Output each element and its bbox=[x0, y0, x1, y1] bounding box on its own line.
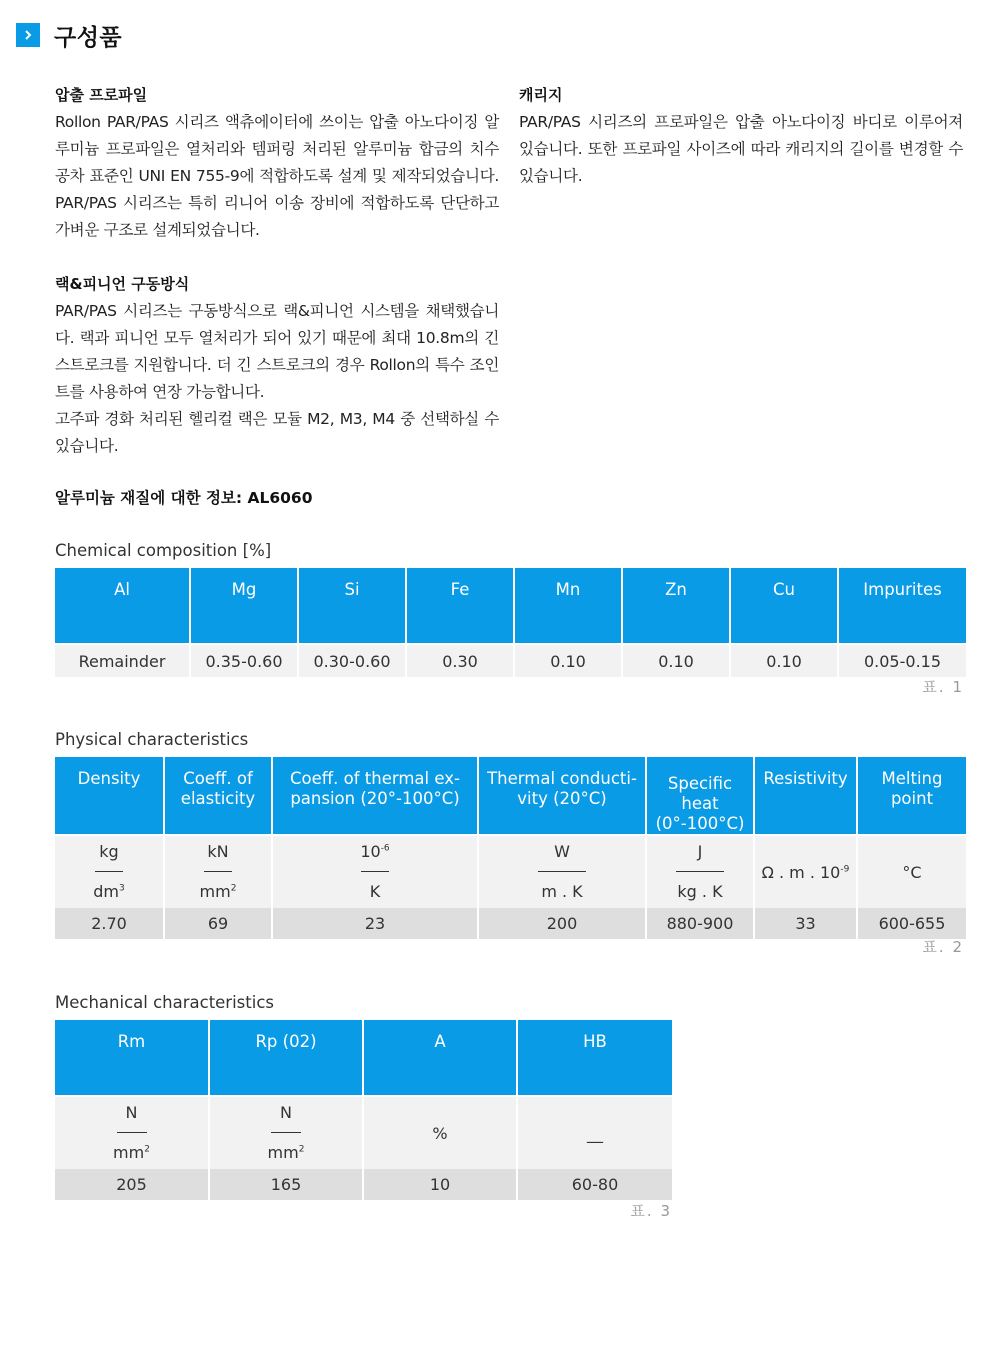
unit-cell: $\frac{kN}{mm^2}$ bbox=[165, 836, 271, 908]
chemical-composition-table bbox=[53, 568, 968, 677]
table-header: Coeff. of elasticity bbox=[165, 757, 271, 836]
mechanical-characteristics-table bbox=[53, 1020, 674, 1200]
unit-cell: $\frac{kg}{dm^3}$ bbox=[55, 836, 163, 908]
section-header bbox=[16, 18, 122, 52]
table-cell: 0.05-0.15 bbox=[839, 645, 966, 677]
table1-caption: Chemical composition [%] bbox=[55, 541, 272, 560]
table-cell: 0.10 bbox=[623, 645, 729, 677]
table-header: Cu bbox=[731, 568, 837, 645]
table-cell: 165 bbox=[210, 1169, 362, 1200]
physical-characteristics-table bbox=[53, 757, 968, 939]
table-row-values bbox=[55, 908, 966, 939]
table2-caption: Physical characteristics bbox=[55, 730, 249, 749]
table-header: Specific heat (0°-100°C) bbox=[647, 757, 753, 836]
unit-cell: $\frac{N}{mm^2}$ bbox=[210, 1097, 362, 1169]
table-header: Fe bbox=[407, 568, 513, 645]
table-cell: Remainder bbox=[55, 645, 189, 677]
table-header: Coeff. of thermal ex- pansion (20°-100°C) bbox=[273, 757, 477, 836]
table-header: Impurites bbox=[839, 568, 966, 645]
unit-cell: $\frac{N}{mm^2}$ bbox=[55, 1097, 208, 1169]
table-cell: 33 bbox=[755, 908, 856, 939]
table-row bbox=[55, 645, 966, 677]
unit-cell: $\frac{J}{kg . K}$ bbox=[647, 836, 753, 908]
table-row-units bbox=[55, 1097, 672, 1169]
table-cell: 23 bbox=[273, 908, 477, 939]
chevron-right-icon bbox=[16, 23, 40, 47]
table-cell: 0.35-0.60 bbox=[191, 645, 297, 677]
table-cell: 0.10 bbox=[731, 645, 837, 677]
material-info: 알루미늄 재질에 대한 정보: AL6060 bbox=[55, 489, 313, 507]
table-header: Zn bbox=[623, 568, 729, 645]
right-column bbox=[519, 82, 963, 190]
unit-cell: °C bbox=[858, 836, 966, 908]
table3-caption: Mechanical characteristics bbox=[55, 993, 274, 1012]
carriage-heading: 캐리지 bbox=[519, 86, 563, 104]
table-cell: 205 bbox=[55, 1169, 208, 1200]
table-header: Mn bbox=[515, 568, 621, 645]
table-header: Rm bbox=[55, 1020, 208, 1097]
unit-cell: __ bbox=[518, 1097, 672, 1169]
left-column bbox=[55, 82, 499, 460]
table-cell: 600-655 bbox=[858, 908, 966, 939]
table-header: Resistivity bbox=[755, 757, 856, 836]
unit-cell: $\frac{W}{m . K}$ bbox=[479, 836, 645, 908]
extruded-profile-heading: 압출 프로파일 bbox=[55, 86, 148, 104]
rack-pinion-heading: 랙&피니언 구동방식 bbox=[55, 275, 190, 293]
table-header: Mg bbox=[191, 568, 297, 645]
unit-cell: Ω . m . $10^{-9}$ bbox=[755, 836, 856, 908]
table-header: Density bbox=[55, 757, 163, 836]
table-row-units bbox=[55, 836, 966, 908]
table-header: Thermal conducti- vity (20°C) bbox=[479, 757, 645, 836]
table-cell: 0.30 bbox=[407, 645, 513, 677]
table-cell: 60-80 bbox=[518, 1169, 672, 1200]
carriage-text: PAR/PAS 시리즈의 프로파일은 압출 아노다이징 바디로 이루어져 있습니다. 또한 프로파일 사이즈에 따라 캐리지의 길이를 변경할 수 있습니다. bbox=[519, 113, 963, 185]
rack-pinion-text-2: 고주파 경화 처리된 헬리컬 랙은 모듈 M2, M3, M4 중 선택하실 수 있습니다. bbox=[55, 410, 499, 455]
table-header: Melting point bbox=[858, 757, 966, 836]
table-row-values bbox=[55, 1169, 672, 1200]
table3-note: 표. 3 bbox=[630, 1202, 672, 1220]
table-header: HB bbox=[518, 1020, 672, 1097]
extruded-profile-text: Rollon PAR/PAS 시리즈 액츄에이터에 쓰이는 압출 아노다이징 알루미늄 프로파일은 열처리와 템퍼링 처리된 알루미늄 합금의 치수 공차 표준인 UNI EN 755-9에 적합하도록 설계 및 제작되었습니다. PAR/PAS 시리즈는 특히 리니어 이송 장비에 적합하도록 단단하고 가벼운 구조로 설계되었습니다. bbox=[55, 113, 499, 239]
table-cell: 2.70 bbox=[55, 908, 163, 939]
table-cell: 0.30-0.60 bbox=[299, 645, 405, 677]
table-header: Si bbox=[299, 568, 405, 645]
table2-note: 표. 2 bbox=[922, 938, 964, 956]
unit-cell: % bbox=[364, 1097, 516, 1169]
table-cell: 200 bbox=[479, 908, 645, 939]
page-title: 구성품 bbox=[54, 24, 123, 51]
table-cell: 69 bbox=[165, 908, 271, 939]
table1-note: 표. 1 bbox=[922, 678, 964, 696]
table-header: Rp (02) bbox=[210, 1020, 362, 1097]
table-header: Al bbox=[55, 568, 189, 645]
table-cell: 0.10 bbox=[515, 645, 621, 677]
table-cell: 880-900 bbox=[647, 908, 753, 939]
table-header: A bbox=[364, 1020, 516, 1097]
unit-cell: $\frac{10^{-6}}{K}$ bbox=[273, 836, 477, 908]
table-cell: 10 bbox=[364, 1169, 516, 1200]
rack-pinion-text-1: PAR/PAS 시리즈는 구동방식으로 랙&피니언 시스템을 채택했습니다. 랙과 피니언 모두 열처리가 되어 있기 때문에 최대 10.8m의 긴 스트로크를 지원합니다. 더 긴 스트로크의 경우 Rollon의 특수 조인트를 사용하여 연장 가능합니다. bbox=[55, 302, 499, 401]
